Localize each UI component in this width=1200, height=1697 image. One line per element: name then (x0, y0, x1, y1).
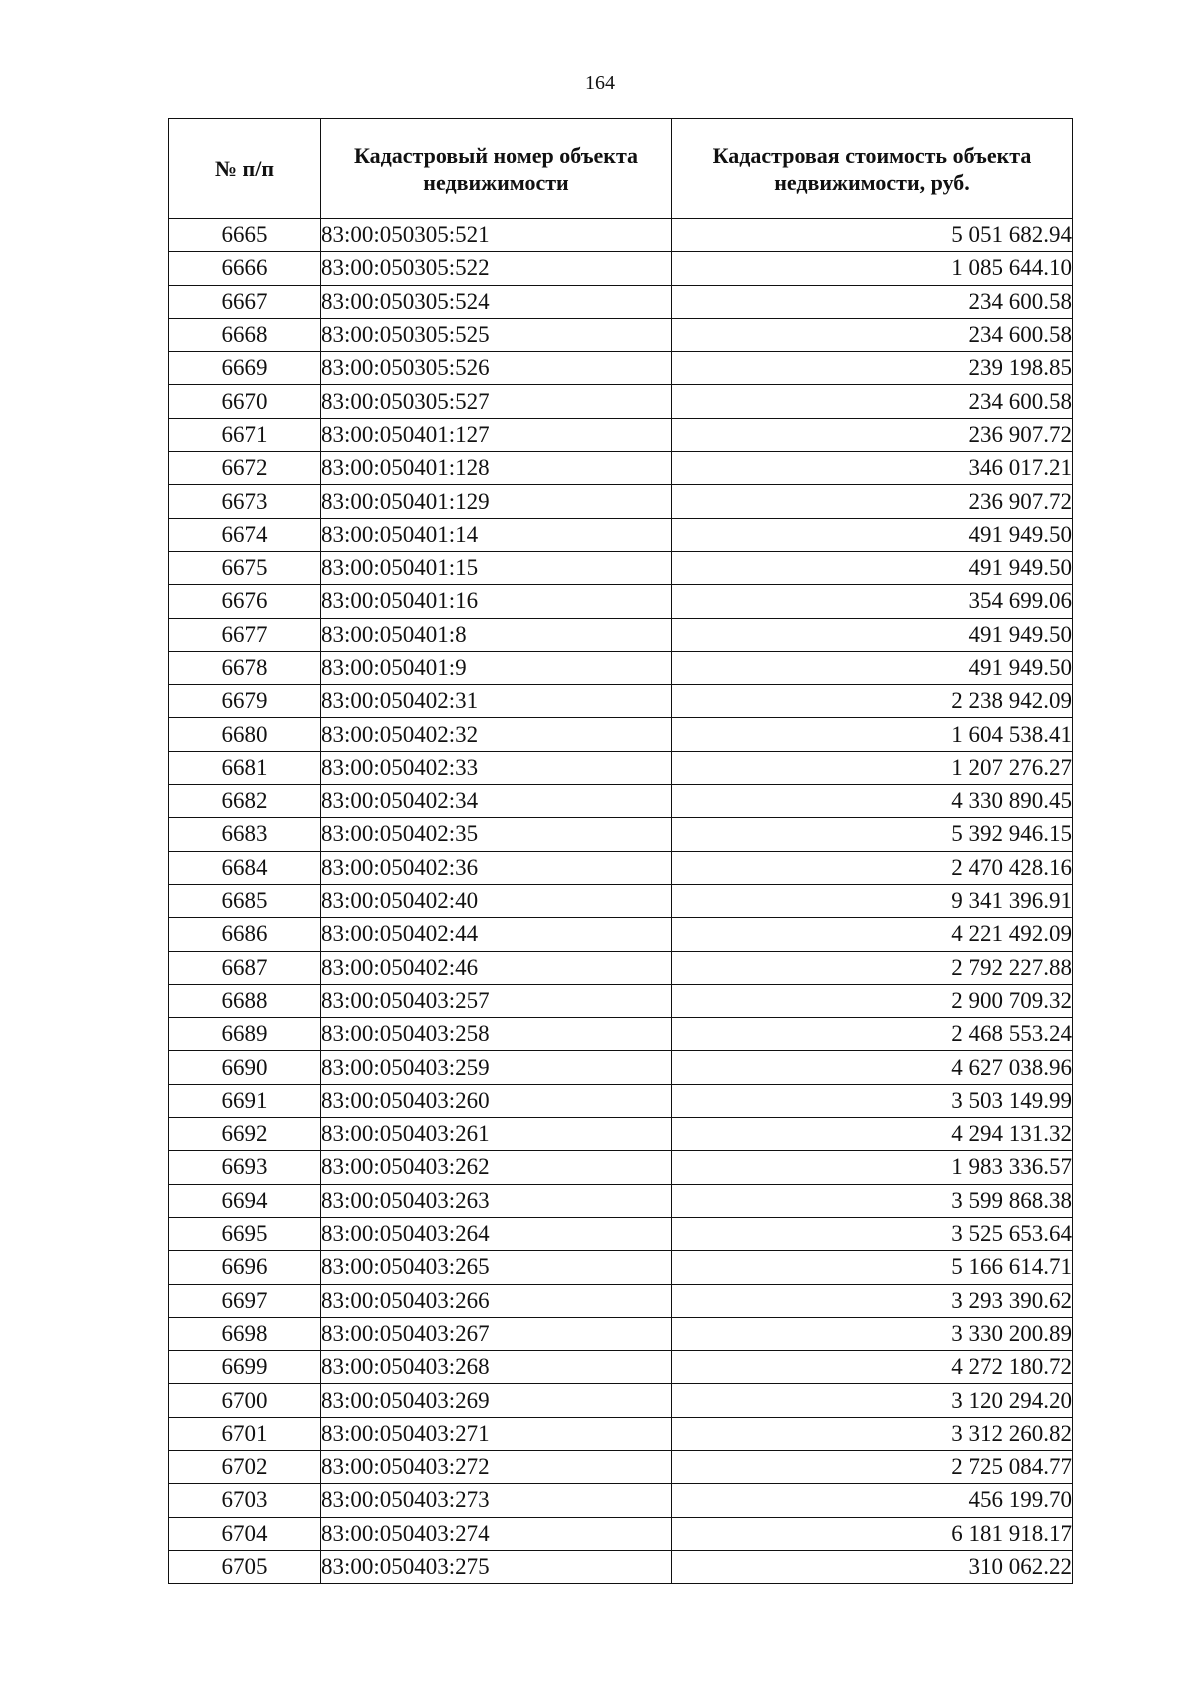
cadastral-value-cell: 9 341 396.91 (672, 884, 1073, 917)
cadastral-number-cell: 83:00:050403:273 (321, 1484, 672, 1517)
cadastral-value-cell: 346 017.21 (672, 452, 1073, 485)
cadastral-value-cell: 5 051 682.94 (672, 219, 1073, 252)
row-number-cell: 6690 (169, 1051, 321, 1084)
cadastral-number-cell: 83:00:050403:275 (321, 1550, 672, 1583)
cadastral-number-cell: 83:00:050402:32 (321, 718, 672, 751)
table-row (169, 1450, 1073, 1483)
cadastral-value-cell: 4 627 038.96 (672, 1051, 1073, 1084)
cadastral-number-cell: 83:00:050403:268 (321, 1351, 672, 1384)
cadastral-value-cell: 234 600.58 (672, 318, 1073, 351)
row-number-cell: 6674 (169, 518, 321, 551)
row-number-cell: 6666 (169, 252, 321, 285)
header-cadastral-value: Кадастровая стоимость объекта недвижимости, руб. (672, 119, 1073, 219)
row-number-cell: 6683 (169, 818, 321, 851)
cadastral-value-cell: 1 085 644.10 (672, 252, 1073, 285)
table-row (169, 1351, 1073, 1384)
cadastral-number-cell: 83:00:050403:258 (321, 1018, 672, 1051)
cadastral-number-cell: 83:00:050402:34 (321, 785, 672, 818)
cadastral-value-cell: 491 949.50 (672, 618, 1073, 651)
cadastral-value-cell: 2 725 084.77 (672, 1450, 1073, 1483)
cadastral-value-cell: 456 199.70 (672, 1484, 1073, 1517)
cadastral-value-cell: 3 599 868.38 (672, 1184, 1073, 1217)
row-number-cell: 6687 (169, 951, 321, 984)
row-number-cell: 6670 (169, 385, 321, 418)
cadastral-value-cell: 310 062.22 (672, 1550, 1073, 1583)
cadastral-number-cell: 83:00:050403:265 (321, 1251, 672, 1284)
cadastral-value-cell: 6 181 918.17 (672, 1517, 1073, 1550)
row-number-cell: 6671 (169, 418, 321, 451)
table-row (169, 1118, 1073, 1151)
cadastral-number-cell: 83:00:050403:271 (321, 1417, 672, 1450)
cadastral-value-cell: 354 699.06 (672, 585, 1073, 618)
row-number-cell: 6700 (169, 1384, 321, 1417)
cadastral-number-cell: 83:00:050402:44 (321, 918, 672, 951)
cadastral-value-cell: 2 468 553.24 (672, 1018, 1073, 1051)
cadastral-number-cell: 83:00:050305:522 (321, 252, 672, 285)
table-row (169, 518, 1073, 551)
cadastral-value-cell: 3 293 390.62 (672, 1284, 1073, 1317)
header-row-number: № п/п (169, 119, 321, 219)
cadastral-value-cell: 236 907.72 (672, 485, 1073, 518)
row-number-cell: 6668 (169, 318, 321, 351)
cadastral-number-cell: 83:00:050403:259 (321, 1051, 672, 1084)
row-number-cell: 6697 (169, 1284, 321, 1317)
cadastral-number-cell: 83:00:050401:127 (321, 418, 672, 451)
table-row (169, 685, 1073, 718)
cadastral-number-cell: 83:00:050401:129 (321, 485, 672, 518)
table-row (169, 219, 1073, 252)
table-row (169, 1417, 1073, 1450)
cadastral-value-cell: 3 503 149.99 (672, 1084, 1073, 1117)
cadastral-number-cell: 83:00:050403:274 (321, 1517, 672, 1550)
cadastral-number-cell: 83:00:050402:33 (321, 751, 672, 784)
cadastral-number-cell: 83:00:050305:525 (321, 318, 672, 351)
cadastral-value-cell: 1 983 336.57 (672, 1151, 1073, 1184)
table-row (169, 818, 1073, 851)
table-row (169, 1384, 1073, 1417)
cadastral-number-cell: 83:00:050403:264 (321, 1217, 672, 1250)
row-number-cell: 6701 (169, 1417, 321, 1450)
table-row (169, 1517, 1073, 1550)
row-number-cell: 6685 (169, 884, 321, 917)
cadastral-value-cell: 5 166 614.71 (672, 1251, 1073, 1284)
table-row (169, 751, 1073, 784)
table-row (169, 1051, 1073, 1084)
table-row (169, 1550, 1073, 1583)
cadastral-value-cell: 239 198.85 (672, 352, 1073, 385)
cadastral-value-cell: 3 120 294.20 (672, 1384, 1073, 1417)
cadastral-number-cell: 83:00:050401:15 (321, 551, 672, 584)
row-number-cell: 6679 (169, 685, 321, 718)
row-number-cell: 6696 (169, 1251, 321, 1284)
cadastral-value-cell: 4 272 180.72 (672, 1351, 1073, 1384)
cadastral-number-cell: 83:00:050402:31 (321, 685, 672, 718)
cadastral-number-cell: 83:00:050401:16 (321, 585, 672, 618)
cadastral-number-cell: 83:00:050305:527 (321, 385, 672, 418)
cadastral-value-cell: 5 392 946.15 (672, 818, 1073, 851)
cadastral-value-cell: 1 604 538.41 (672, 718, 1073, 751)
cadastral-value-cell: 2 900 709.32 (672, 984, 1073, 1017)
table-row (169, 385, 1073, 418)
cadastral-value-cell: 234 600.58 (672, 385, 1073, 418)
table-row (169, 651, 1073, 684)
table-row (169, 551, 1073, 584)
row-number-cell: 6686 (169, 918, 321, 951)
row-number-cell: 6667 (169, 285, 321, 318)
cadastral-value-cell: 491 949.50 (672, 651, 1073, 684)
cadastral-number-cell: 83:00:050403:260 (321, 1084, 672, 1117)
cadastral-value-cell: 234 600.58 (672, 285, 1073, 318)
cadastral-value-cell: 2 470 428.16 (672, 851, 1073, 884)
cadastral-number-cell: 83:00:050403:263 (321, 1184, 672, 1217)
table-row (169, 1151, 1073, 1184)
cadastral-number-cell: 83:00:050305:524 (321, 285, 672, 318)
cadastral-number-cell: 83:00:050403:272 (321, 1450, 672, 1483)
cadastral-value-cell: 3 525 653.64 (672, 1217, 1073, 1250)
table-row (169, 1317, 1073, 1350)
row-number-cell: 6672 (169, 452, 321, 485)
row-number-cell: 6675 (169, 551, 321, 584)
cadastral-value-table (168, 118, 1073, 1584)
row-number-cell: 6682 (169, 785, 321, 818)
table-row (169, 984, 1073, 1017)
table-header-row (169, 119, 1073, 219)
cadastral-number-cell: 83:00:050403:261 (321, 1118, 672, 1151)
cadastral-number-cell: 83:00:050403:266 (321, 1284, 672, 1317)
row-number-cell: 6703 (169, 1484, 321, 1517)
cadastral-value-cell: 2 238 942.09 (672, 685, 1073, 718)
table-row (169, 718, 1073, 751)
cadastral-number-cell: 83:00:050402:36 (321, 851, 672, 884)
row-number-cell: 6678 (169, 651, 321, 684)
row-number-cell: 6705 (169, 1550, 321, 1583)
row-number-cell: 6677 (169, 618, 321, 651)
row-number-cell: 6704 (169, 1517, 321, 1550)
table-row (169, 1217, 1073, 1250)
row-number-cell: 6665 (169, 219, 321, 252)
row-number-cell: 6691 (169, 1084, 321, 1117)
table-row (169, 1484, 1073, 1517)
table-row (169, 585, 1073, 618)
cadastral-number-cell: 83:00:050402:46 (321, 951, 672, 984)
row-number-cell: 6698 (169, 1317, 321, 1350)
row-number-cell: 6689 (169, 1018, 321, 1051)
row-number-cell: 6699 (169, 1351, 321, 1384)
table-row (169, 485, 1073, 518)
cadastral-value-cell: 3 312 260.82 (672, 1417, 1073, 1450)
row-number-cell: 6692 (169, 1118, 321, 1151)
table-row (169, 285, 1073, 318)
table-row (169, 851, 1073, 884)
cadastral-value-cell: 236 907.72 (672, 418, 1073, 451)
row-number-cell: 6676 (169, 585, 321, 618)
cadastral-value-cell: 2 792 227.88 (672, 951, 1073, 984)
cadastral-value-cell: 491 949.50 (672, 518, 1073, 551)
table-row (169, 252, 1073, 285)
table-row (169, 1251, 1073, 1284)
table-row (169, 951, 1073, 984)
cadastral-number-cell: 83:00:050403:257 (321, 984, 672, 1017)
row-number-cell: 6688 (169, 984, 321, 1017)
cadastral-number-cell: 83:00:050401:9 (321, 651, 672, 684)
cadastral-number-cell: 83:00:050403:262 (321, 1151, 672, 1184)
row-number-cell: 6673 (169, 485, 321, 518)
cadastral-value-cell: 3 330 200.89 (672, 1317, 1073, 1350)
cadastral-number-cell: 83:00:050401:128 (321, 452, 672, 485)
table-row (169, 884, 1073, 917)
table-row (169, 918, 1073, 951)
row-number-cell: 6702 (169, 1450, 321, 1483)
table-row (169, 618, 1073, 651)
table-row (169, 1084, 1073, 1117)
cadastral-value-cell: 4 330 890.45 (672, 785, 1073, 818)
cadastral-value-cell: 1 207 276.27 (672, 751, 1073, 784)
table-row (169, 785, 1073, 818)
table-row (169, 352, 1073, 385)
row-number-cell: 6695 (169, 1217, 321, 1250)
cadastral-number-cell: 83:00:050402:40 (321, 884, 672, 917)
row-number-cell: 6693 (169, 1151, 321, 1184)
cadastral-value-cell: 4 221 492.09 (672, 918, 1073, 951)
header-cadastral-number: Кадастровый номер объекта недвижимости (321, 119, 672, 219)
table-row (169, 452, 1073, 485)
row-number-cell: 6681 (169, 751, 321, 784)
cadastral-number-cell: 83:00:050402:35 (321, 818, 672, 851)
cadastral-number-cell: 83:00:050403:269 (321, 1384, 672, 1417)
cadastral-number-cell: 83:00:050401:14 (321, 518, 672, 551)
table-row (169, 318, 1073, 351)
table-body (169, 219, 1073, 1584)
row-number-cell: 6684 (169, 851, 321, 884)
cadastral-number-cell: 83:00:050401:8 (321, 618, 672, 651)
cadastral-number-cell: 83:00:050403:267 (321, 1317, 672, 1350)
row-number-cell: 6694 (169, 1184, 321, 1217)
cadastral-value-cell: 4 294 131.32 (672, 1118, 1073, 1151)
row-number-cell: 6669 (169, 352, 321, 385)
table-row (169, 1184, 1073, 1217)
cadastral-value-cell: 491 949.50 (672, 551, 1073, 584)
row-number-cell: 6680 (169, 718, 321, 751)
cadastral-number-cell: 83:00:050305:521 (321, 219, 672, 252)
table-row (169, 1018, 1073, 1051)
table-row (169, 418, 1073, 451)
table-row (169, 1284, 1073, 1317)
cadastral-number-cell: 83:00:050305:526 (321, 352, 672, 385)
page-number: 164 (585, 72, 615, 94)
